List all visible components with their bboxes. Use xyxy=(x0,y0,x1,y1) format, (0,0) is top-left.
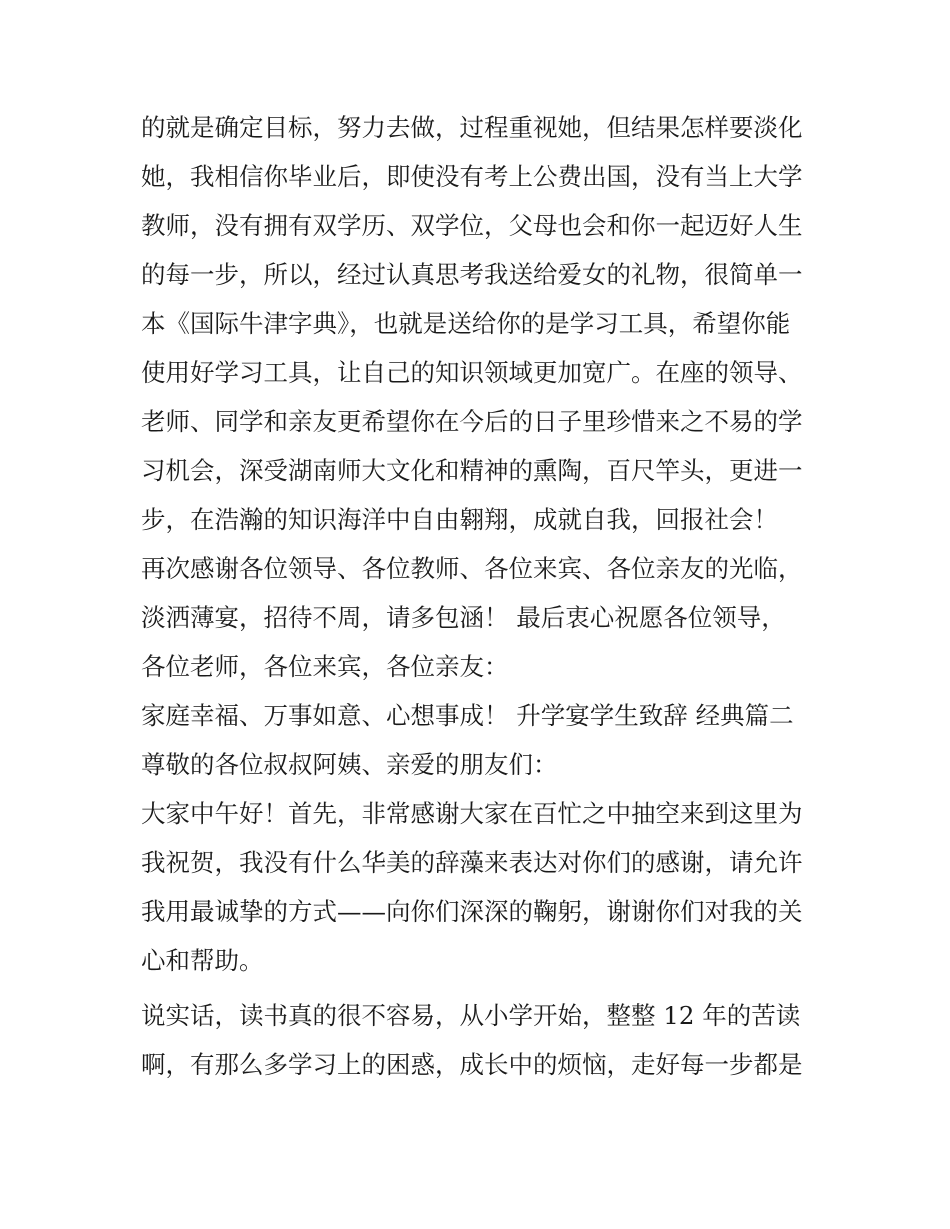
text-line: 我用最诚挚的方式——向你们深深的鞠躬，谢谢你们对我的关 xyxy=(141,897,803,926)
text-line: 说实话，读书真的很不容易，从小学开始，整整 12 年的苦读 xyxy=(141,1001,801,1030)
text-line: 心和帮助。 xyxy=(141,946,264,975)
text-line: 家庭幸福、万事如意、心想事成！ 升学宴学生致辞 经典篇二 xyxy=(141,701,794,730)
text-line: 再次感谢各位领导、各位教师、各位来宾、各位亲友的光临， xyxy=(141,554,803,583)
text-line: 使用好学习工具，让自己的知识领域更加宽广。在座的领导、 xyxy=(141,358,803,387)
text-line: 各位老师，各位来宾，各位亲友： xyxy=(141,652,509,681)
text-line: 习机会，深受湖南师大文化和精神的熏陶，百尺竿头，更进一 xyxy=(141,456,803,485)
text-line: 教师，没有拥有双学历、双学位，父母也会和你一起迈好人生 xyxy=(141,211,803,240)
text-line: 尊敬的各位叔叔阿姨、亲爱的朋友们： xyxy=(141,750,558,779)
text-line: 老师、同学和亲友更希望你在今后的日子里珍惜来之不易的学 xyxy=(141,407,803,436)
text-line: 的每一步，所以，经过认真思考我送给爱女的礼物，很简单一 xyxy=(141,260,803,289)
text-line: 大家中午好！首先，非常感谢大家在百忙之中抽空来到这里为 xyxy=(141,799,803,828)
document-body xyxy=(141,103,821,1089)
text-line: 啊，有那么多学习上的困惑，成长中的烦恼，走好每一步都是 xyxy=(141,1050,803,1079)
text-line: 她，我相信你毕业后，即使没有考上公费出国，没有当上大学 xyxy=(141,162,803,191)
text-line: 步，在浩瀚的知识海洋中自由翱翔，成就自我，回报社会！ xyxy=(141,505,778,534)
text-line: 本《国际牛津字典》，也就是送给你的是学习工具，希望你能 xyxy=(141,309,791,338)
text-line: 我祝贺，我没有什么华美的辞藻来表达对你们的感谢，请允许 xyxy=(141,848,803,877)
text-line: 的就是确定目标，努力去做，过程重视她，但结果怎样要淡化 xyxy=(141,113,803,142)
text-line: 淡洒薄宴，招待不周，请多包涵！ 最后衷心祝愿各位领导， xyxy=(141,603,786,632)
